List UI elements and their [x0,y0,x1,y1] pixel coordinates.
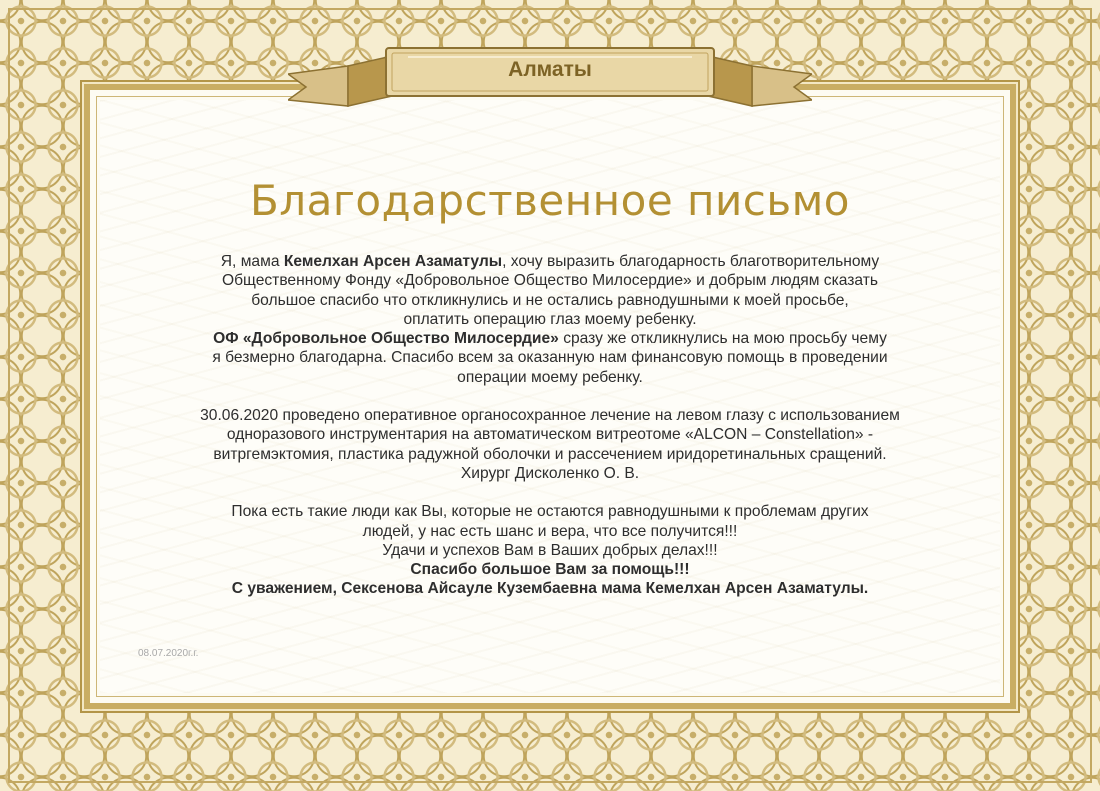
intro-rest: , хочу выразить благодарность благотворительному [502,253,880,270]
paragraph-3-line-3: Удачи и успехов Вам в Ваших добрых делах!!! [382,541,718,559]
signature-line [110,579,990,598]
paragraph-1-line-6: я безмерно благодарна. Спасибо всем за оказанную нам финансовую помощь в проведении [212,349,888,367]
letter-body [110,252,990,599]
thanks-line [110,560,990,579]
letter-title: Благодарственное письмо [249,176,851,225]
spacer [110,387,990,406]
city-label: Алматы [508,58,592,81]
paragraph-3-line-2: людей, у нас есть шанс и вера, что все получится!!! [362,522,738,540]
child-name: Кемелхан Арсен Азаматулы [283,253,503,270]
thanks-text: Спасибо большое Вам за помощь!!! [410,561,690,579]
paragraph-3-line-1: Пока есть такие люди как Вы, которые не остаются равнодушными к проблемам других [231,503,869,521]
paragraph-1-line-2: Общественному Фонду «Добровольное Общество Милосердие» и добрым людям сказать [222,272,878,290]
org-name: ОФ «Добровольное Общество Милосердие» [213,330,559,348]
spacer [110,483,990,502]
paragraph-1-line-1 [110,252,990,271]
city-ribbon [288,40,812,112]
paragraph-1-line-7: операции моему ребенку. [457,368,643,386]
paragraph-2-line-2: одноразового инструментария на автоматическом витреотоме «ALCON – Constellation» - [226,426,874,444]
signature-text: С уважением, Сексенова Айсауле Кузембаевна мама Кемелхан Арсен Азаматулы. [231,580,869,598]
letter-date: 08.07.2020г.г. [138,648,199,659]
org-rest: сразу же откликнулись на мою просьбу чему [558,330,887,348]
paragraph-1-line-5 [110,329,990,348]
paragraph-1-line-3: большое спасибо что откликнулись и не остались равнодушными к моей просьбе, [251,291,849,309]
intro-text: Я, мама [220,253,284,270]
surgeon-line: Хирург Дисколенко О. В. [460,464,640,482]
paragraph-2-line-3: витргемэктомия, пластика радужной оболочки и рассечением иридоретинальных сращений. [213,445,887,463]
paragraph-2-line-1: 30.06.2020 проведено оперативное органосохранное лечение на левом глазу с использованием [200,407,900,425]
paragraph-1-line-4: оплатить операцию глаз моему ребенку. [403,310,697,328]
